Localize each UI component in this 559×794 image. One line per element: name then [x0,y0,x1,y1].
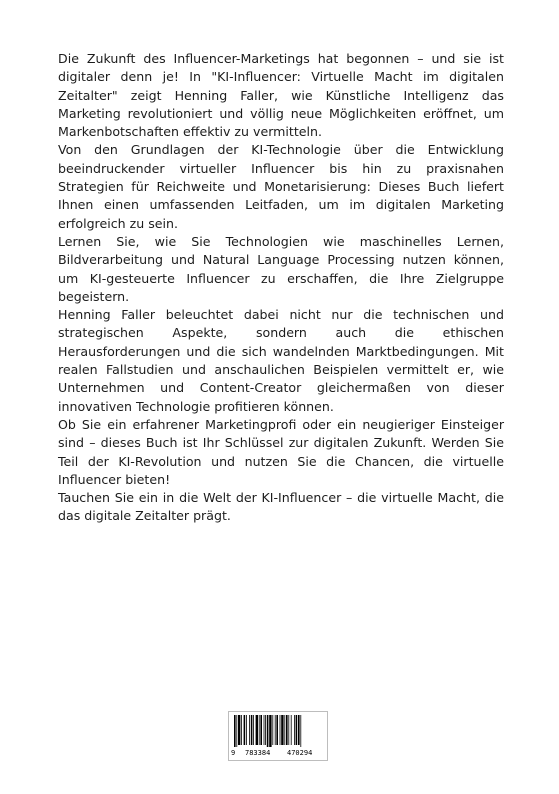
barcode-bar [249,715,250,745]
barcode-digits [229,748,329,758]
barcode-bar [294,715,295,745]
barcode-digits-right: 470294 [287,749,313,757]
barcode-bar [286,715,288,745]
barcode-bar [251,715,253,745]
barcode-bars-graphic [233,715,325,747]
barcode-bar [246,715,247,745]
barcode-bar [256,715,258,745]
barcode-bar [296,715,298,745]
barcode-bar [260,715,262,745]
barcode-bar [275,715,276,745]
barcode-bar [269,715,271,747]
blurb-paragraph-author-focus: Henning Faller beleuchtet dabei nicht nur die technischen und strategischen Aspekte, sondern auch die ethischen Herausforderungen und die sich wandelnden Marktbedingungen. Mit realen Fallstudien und anschaulichen Beispielen vermittelt er, wie Unternehmen und Content-Creator gleichermaßen von dieser innovativen Technologie profitieren können. [58,307,504,414]
barcode-bar [236,715,237,747]
blurb-paragraph-technologies: Lernen Sie, wie Sie Technologien wie maschinelles Lernen, Bildverarbeitung und Natural Language Processing nutzen können, um KI-gesteuerte Influencer zu erschaffen, die Ihre Zielgruppe begeistern. [58,233,504,304]
barcode-bar [234,715,236,747]
blurb-paragraph-audience: Ob Sie ein erfahrener Marketingprofi oder ein neugieriger Einsteiger sind – dieses Buch ist Ihr Schlüssel zur digitalen Zukunft. Werden Sie Teil der KI-Revolution und nutzen Sie die Chancen, die virtuelle Influencer bieten! [58,416,504,487]
barcode-bar [298,715,300,745]
blurb-paragraph-overview: Von den Grundlagen der KI-Technologie über die Entwicklung beeindruckender virtueller Influencer bis hin zu praxisnahen Strategien für Reichweite und Monetarisierung: Dieses Buch liefert Ihnen einen umfassenden Leitfaden, um im digitalen Marketing erfolgreich zu sein. [58,142,504,231]
back-cover-blurb [58,50,504,526]
barcode-digit-first: 9 [231,749,236,757]
barcode-bar [280,715,281,745]
barcode-bar [241,715,242,745]
barcode-bar [253,715,254,745]
blurb-paragraph-intro: Die Zukunft des Influencer-Marketings hat begonnen – und sie ist digitaler denn je! In "KI-Influencer: Virtuelle Macht im digitalen Zeitalter" zeigt Henning Faller, wie Künstliche Intelligenz das Marketing revolutioniert und völlig neue Möglichkeiten eröffnet, um Markenbotschaften effektiv zu vermitteln. [58,51,504,140]
barcode-bar [288,715,289,745]
barcode-bar [276,715,278,745]
barcode-bar [291,715,292,745]
barcode-bar [267,715,269,747]
barcode-bar [281,715,283,745]
barcode-bar [259,715,260,745]
barcode-bar [272,715,273,745]
barcode-bar [238,715,240,745]
barcode-bar [244,715,246,745]
barcode-bar [284,715,285,745]
blurb-paragraph-closing: Tauchen Sie ein in die Welt der KI-Influencer – die virtuelle Macht, die das digitale Zeitalter prägt. [58,490,504,524]
isbn-barcode [228,711,328,761]
barcode-bar [264,715,265,745]
barcode-bar [265,715,266,745]
barcode-bar [300,715,301,747]
barcode-digits-left: 783384 [245,749,271,757]
